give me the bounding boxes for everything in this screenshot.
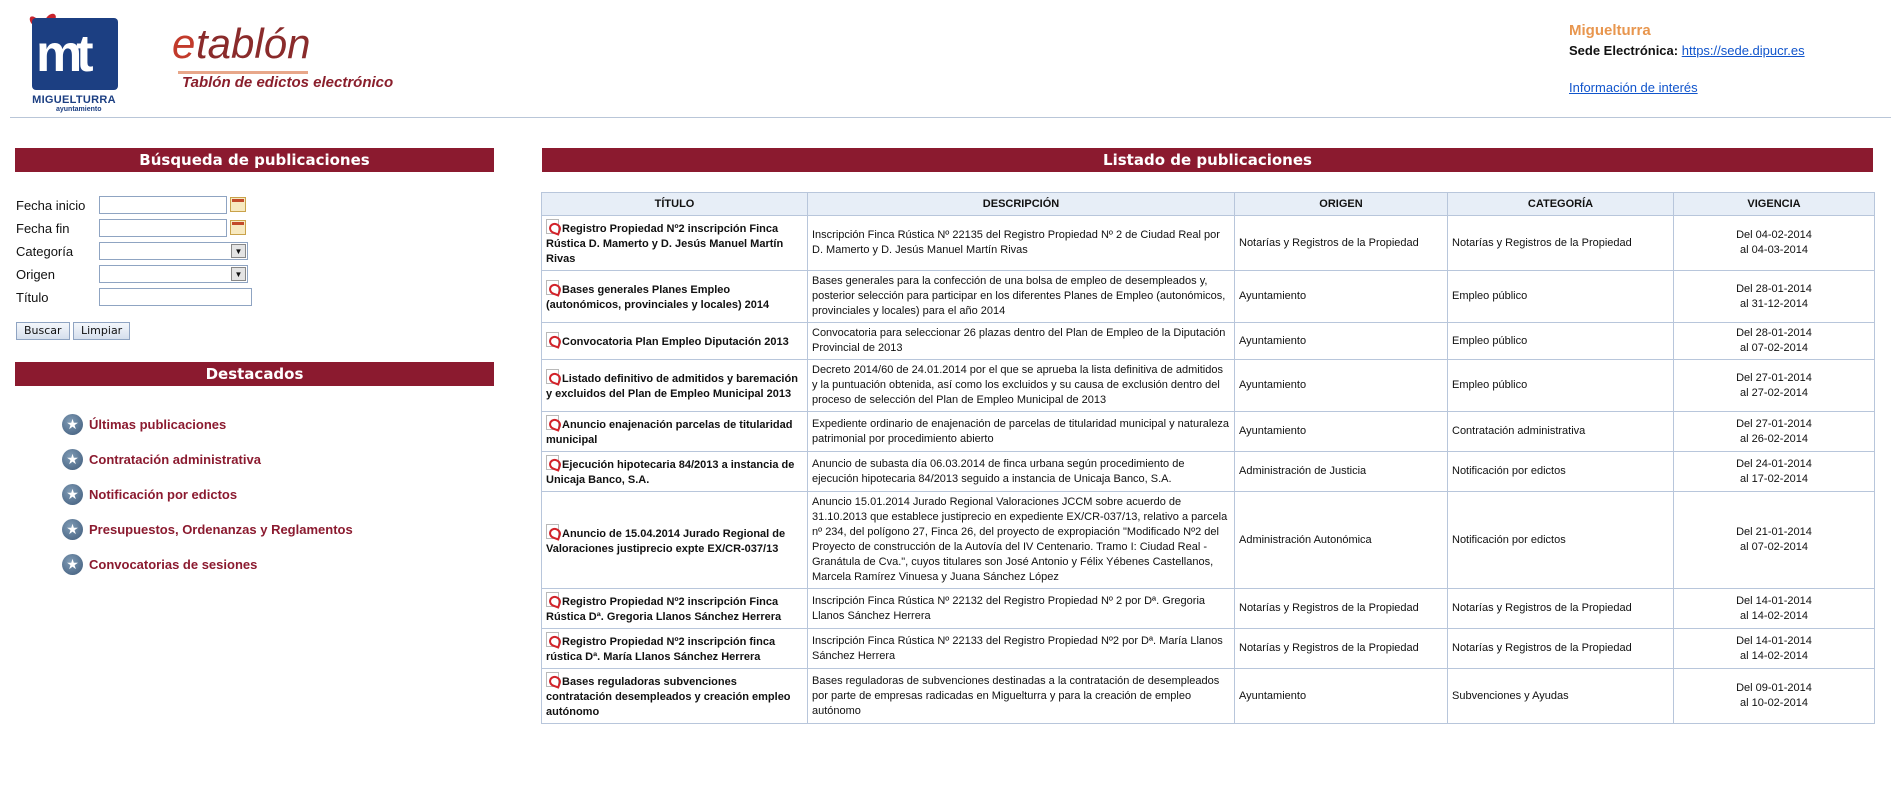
sede-label: Sede Electrónica: [1569,43,1679,58]
cell-origen: Ayuntamiento [1235,669,1448,724]
cell-descripcion: Inscripción Finca Rústica Nº 22133 del Registro Propiedad Nº2 por Dª. María Llanos Sánchez Herrera [808,629,1235,669]
municipality-name: Miguelturra [1569,22,1651,39]
titulo-label: Título [16,290,49,305]
column-header-titulo[interactable]: TÍTULO [542,193,808,216]
publication-title[interactable]: Anuncio de 15.04.2014 Jurado Regional de Valoraciones justiprecio expte EX/CR-037/13 [546,527,786,555]
cell-descripcion: Bases reguladoras de subvenciones destinadas a la contratación de desempleados por parte de empresas radicadas en Miguelturra y para la creación de empleo autónomo [808,669,1235,724]
vigencia-hasta: al 27-02-2014 [1740,386,1808,399]
vigencia-hasta: al 17-02-2014 [1740,472,1808,485]
titulo-input[interactable] [99,288,252,306]
sede-link[interactable]: https://sede.dipucr.es [1681,43,1805,58]
highlight-label[interactable]: Convocatorias de sesiones [89,557,258,572]
highlight-label[interactable]: Últimas publicaciones [89,417,227,432]
cell-vigencia [1674,216,1875,271]
cell-origen: Notarías y Registros de la Propiedad [1235,589,1448,629]
star-icon: ★ [62,449,83,470]
pdf-icon[interactable] [546,219,559,234]
column-header-origen[interactable]: ORIGEN [1235,193,1448,216]
cell-titulo[interactable] [542,360,808,412]
publication-title[interactable]: Bases reguladoras subvenciones contratación desempleados y creación empleo autónomo [546,676,791,718]
column-header-descripcion[interactable]: DESCRIPCIÓN [808,193,1235,216]
table-row[interactable] [542,323,1875,360]
publication-title[interactable]: Anuncio enajenación parcelas de titularidad municipal [546,419,793,446]
calendar-icon[interactable] [230,197,246,212]
cell-categoria: Empleo público [1448,271,1674,323]
cell-titulo[interactable] [542,323,808,360]
titulo-row [16,288,316,308]
search-section-title: Búsqueda de publicaciones [15,148,494,172]
vigencia-hasta: al 04-03-2014 [1740,244,1808,256]
highlight-item[interactable] [62,449,482,473]
vigencia-hasta: al 26-02-2014 [1740,432,1808,445]
cell-vigencia [1674,412,1875,452]
info-link[interactable]: Información de interés [1569,80,1698,95]
municipality-logo[interactable] [26,8,120,113]
search-button[interactable]: Buscar [16,322,70,340]
table-row[interactable] [542,492,1875,589]
cell-vigencia [1674,323,1875,360]
header-info [1569,22,1889,95]
cell-vigencia [1674,669,1875,724]
cell-categoria: Empleo público [1448,323,1674,360]
table-row[interactable] [542,271,1875,323]
logo-mark [32,18,118,90]
listing-section-title: Listado de publicaciones [542,148,1873,172]
vigencia-hasta: al 07-02-2014 [1740,541,1808,553]
vigencia-desde: Del 04-02-2014 [1736,229,1812,241]
highlight-item[interactable] [62,414,482,438]
vigencia-desde: Del 27-01-2014 [1736,417,1812,430]
highlight-label[interactable]: Presupuestos, Ordenanzas y Reglamentos [89,522,353,537]
vigencia-hasta: al 07-02-2014 [1740,342,1808,354]
header-divider [10,117,1891,118]
highlight-label[interactable]: Contratación administrativa [89,452,261,467]
cell-descripcion: Decreto 2014/60 de 24.01.2014 por el que se aprueba la lista definitiva de admitidos y la puntuación obtenida, así como los excluidos y su causa de exclusión dentro del proceso de selección del Plan de Empleo Municipal de 2013 [808,360,1235,412]
brand-tagline: Tablón de edictos electrónico [182,74,394,91]
highlights-section-title: Destacados [15,362,494,386]
pdf-icon[interactable] [546,369,559,384]
pdf-icon[interactable] [546,455,559,470]
brand-tablon: tablón [196,20,311,67]
pdf-icon[interactable] [546,332,559,347]
pdf-icon[interactable] [546,592,559,607]
logo-town-name: MIGUELTURRA [32,94,116,106]
table-row[interactable] [542,360,1875,412]
table-row[interactable] [542,452,1875,492]
categoria-row [16,242,316,262]
origen-label: Origen [16,267,56,282]
logo-letters: mt [36,25,88,83]
chevron-down-icon[interactable]: ▼ [231,244,246,258]
fecha-fin-input[interactable] [99,219,227,237]
publication-title[interactable]: Registro Propiedad Nº2 inscripción Finca Rústica D. Mamerto y D. Jesús Manuel Martín Rivas [546,223,784,265]
cell-descripcion: Bases generales para la confección de una bolsa de empleo de desempleados y, posterior selección para participar en los diferentes Planes de Empleo (autonómicos, provinciales y locales) para el año 2014 [808,271,1235,323]
highlight-item[interactable] [62,554,482,578]
publication-title[interactable]: Registro Propiedad Nº2 inscripción Finca Rústica Dª. Gregoria Llanos Sánchez Herrera [546,596,782,623]
fecha-inicio-row [16,196,316,216]
origen-row [16,265,316,285]
etablon-brand[interactable] [172,14,412,94]
cell-origen: Administración Autonómica [1235,492,1448,589]
table-header-row [542,193,1875,216]
pdf-icon[interactable] [546,415,559,430]
publications-table [541,192,1875,724]
table-row[interactable] [542,629,1875,669]
vigencia-desde: Del 14-01-2014 [1736,634,1812,647]
star-icon: ★ [62,414,83,435]
publication-title[interactable]: Listado definitivo de admitidos y baremación y excluidos del Plan de Empleo Municipal 2013 [546,373,798,400]
cell-titulo[interactable] [542,669,808,724]
clear-button[interactable]: Limpiar [73,322,130,340]
cell-descripcion: Anuncio de subasta día 06.03.2014 de finca urbana según procedimiento de ejecución hipotecaria 84/2013 seguido a instancia de Unicaja Banco, S.A. [808,452,1235,492]
fecha-fin-row [16,219,316,239]
cell-vigencia [1674,271,1875,323]
vigencia-desde: Del 28-01-2014 [1736,327,1812,339]
cell-origen: Ayuntamiento [1235,323,1448,360]
sede-electronica [1569,43,1889,58]
cell-origen: Ayuntamiento [1235,412,1448,452]
publication-title[interactable]: Convocatoria Plan Empleo Diputación 2013 [562,336,789,348]
cell-categoria: Notarías y Registros de la Propiedad [1448,629,1674,669]
highlight-item[interactable] [62,519,482,543]
cell-descripcion: Anuncio 15.01.2014 Jurado Regional Valoraciones JCCM sobre acuerdo de 31.10.2013 que establece justiprecio en expediente EX/CR-037/13, relativo a parcela nº 234, del polígono 27, Finca 26, del proyecto de expropiación "Modificado Nº2 del Proyecto de construcción de la Autovía del IV Centenario. Tramo I: Ciudad Real - Granátula de Cva.", cuyos titulares son José Antonio y Félix Yébenes Castellanos, Marcela Ramírez Vinuesa y Juana Sánchez López [808,492,1235,589]
cell-titulo[interactable] [542,492,808,589]
cell-categoria: Notificación por edictos [1448,492,1674,589]
publication-title[interactable]: Ejecución hipotecaria 84/2013 a instancia de Unicaja Banco, S.A. [546,459,795,486]
vigencia-desde: Del 21-01-2014 [1736,526,1812,538]
cell-titulo[interactable] [542,452,808,492]
vigencia-hasta: al 14-02-2014 [1740,609,1808,622]
pdf-icon[interactable] [546,280,559,295]
vigencia-desde: Del 09-01-2014 [1736,682,1812,694]
vigencia-desde: Del 27-01-2014 [1736,371,1812,384]
fecha-inicio-label: Fecha inicio [16,198,86,213]
column-header-vigencia[interactable]: VIGENCIA [1674,193,1875,216]
calendar-icon[interactable] [230,220,246,235]
highlight-label[interactable]: Notificación por edictos [89,487,238,502]
cell-vigencia [1674,452,1875,492]
star-icon: ★ [62,484,83,505]
vigencia-desde: Del 14-01-2014 [1736,594,1812,607]
pdf-icon[interactable] [546,672,559,687]
cell-categoria: Notarías y Registros de la Propiedad [1448,589,1674,629]
table-row[interactable] [542,216,1875,271]
cell-vigencia [1674,589,1875,629]
cell-vigencia [1674,360,1875,412]
origen-select[interactable] [99,265,248,283]
cell-categoria: Subvenciones y Ayudas [1448,669,1674,724]
star-icon: ★ [62,519,83,540]
cell-descripcion: Inscripción Finca Rústica Nº 22132 del Registro Propiedad Nº 2 por Dª. Gregoria Llanos Sánchez Herrera [808,589,1235,629]
chevron-down-icon[interactable]: ▼ [231,267,246,281]
column-header-categoria[interactable]: CATEGORÍA [1448,193,1674,216]
cell-categoria: Notarías y Registros de la Propiedad [1448,216,1674,271]
categoria-label: Categoría [16,244,74,259]
vigencia-hasta: al 10-02-2014 [1740,697,1808,709]
vigencia-desde: Del 24-01-2014 [1736,457,1812,470]
vigencia-desde: Del 28-01-2014 [1736,282,1812,295]
cell-vigencia [1674,629,1875,669]
brand-e: e [172,20,196,67]
fecha-fin-label: Fecha fin [16,221,70,236]
page-header [0,0,1891,118]
cell-titulo[interactable] [542,216,808,271]
vigencia-hasta: al 31-12-2014 [1740,297,1808,310]
star-icon: ★ [62,554,83,575]
cell-titulo[interactable] [542,271,808,323]
table-row[interactable] [542,669,1875,724]
cell-origen: Ayuntamiento [1235,271,1448,323]
publication-title[interactable]: Registro Propiedad Nº2 inscripción finca rústica Dª. María Llanos Sánchez Herrera [546,636,776,663]
cell-origen: Notarías y Registros de la Propiedad [1235,629,1448,669]
table-row[interactable] [542,589,1875,629]
publication-title[interactable]: Bases generales Planes Empleo (autonómicos, provinciales y locales) 2014 [546,284,770,311]
cell-descripcion: Inscripción Finca Rústica Nº 22135 del Registro Propiedad Nº 2 de Ciudad Real por D. Mamerto y D. Jesús Manuel Martín Rivas [808,216,1235,271]
cell-origen: Ayuntamiento [1235,360,1448,412]
cell-descripcion: Convocatoria para seleccionar 26 plazas dentro del Plan de Empleo de la Diputación Provincial de 2013 [808,323,1235,360]
cell-categoria: Notificación por edictos [1448,452,1674,492]
cell-titulo[interactable] [542,412,808,452]
table-row[interactable] [542,412,1875,452]
cell-vigencia [1674,492,1875,589]
cell-origen: Administración de Justicia [1235,452,1448,492]
cell-titulo[interactable] [542,629,808,669]
cell-origen: Notarías y Registros de la Propiedad [1235,216,1448,271]
cell-categoria: Empleo público [1448,360,1674,412]
highlight-item[interactable] [62,484,482,508]
categoria-select[interactable] [99,242,248,260]
pdf-icon[interactable] [546,632,559,647]
fecha-inicio-input[interactable] [99,196,227,214]
vigencia-hasta: al 14-02-2014 [1740,649,1808,662]
cell-titulo[interactable] [542,589,808,629]
cell-descripcion: Expediente ordinario de enajenación de parcelas de titularidad municipal y naturaleza patrimonial por procedimiento abierto [808,412,1235,452]
cell-categoria: Contratación administrativa [1448,412,1674,452]
pdf-icon[interactable] [546,524,559,539]
logo-subtitle: ayuntamiento [56,106,102,113]
